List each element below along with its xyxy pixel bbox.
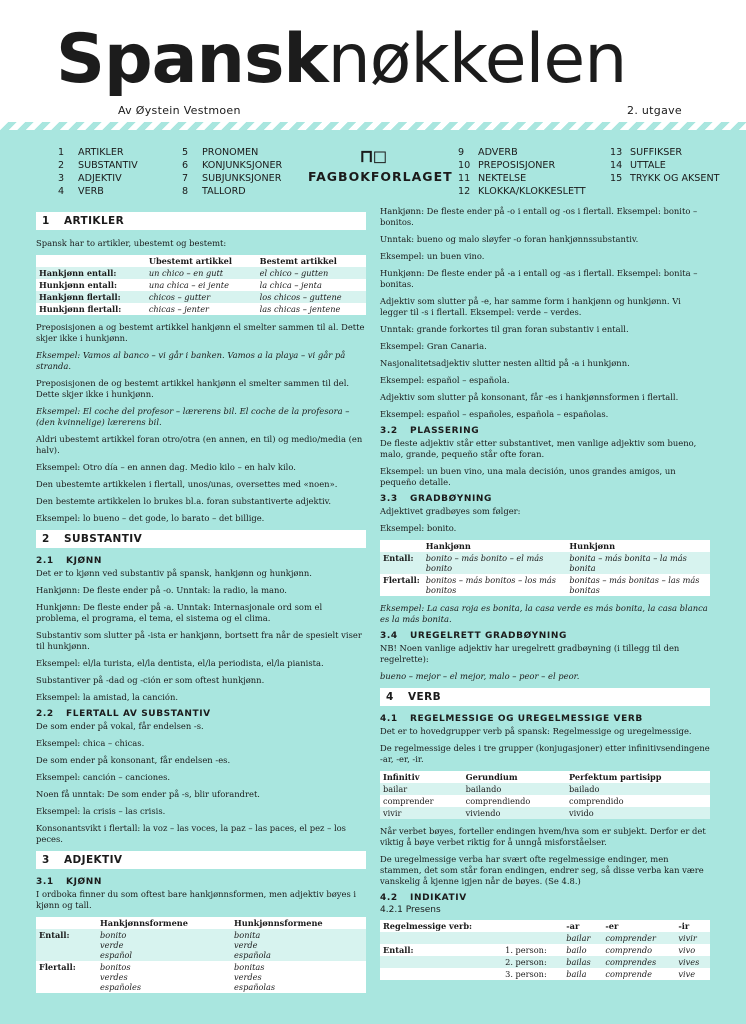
table-cell: bailando <box>463 783 566 795</box>
right-column <box>380 206 710 987</box>
paragraph: Eksempel: la crisis – las crisis. <box>36 806 166 816</box>
toc-label: PREPOSISJONER <box>478 160 556 171</box>
table-cell: Hankjønn flertall: <box>36 291 146 303</box>
paragraph: Nasjonalitetsadjektiv slutter nesten alltid på -a i hunkjønn. <box>380 358 630 368</box>
table-cell: vivir <box>675 932 710 944</box>
table-row <box>380 807 710 819</box>
paragraph: De uregelmessige verba har svært ofte regelmessige endinger, men stammen, det som står foran endingen, endrer seg, så disse verba kan være vanskelig å kjenne igjen når de bøyes. (Se 4.8.) <box>380 854 704 886</box>
table-cell: bonita – más bonita – la más bonita <box>566 552 710 574</box>
table-header-cell <box>36 255 146 267</box>
paragraph: NB! Noen vanlige adjektiv har uregelrett gradbøyning (i tillegg til den regelrette): <box>380 643 680 664</box>
table-cell <box>502 932 563 944</box>
paragraph: Eksempel: Vamos al banco – vi går i banken. Vamos a la playa – vi går på stranda. <box>36 350 346 371</box>
table-row <box>380 968 710 980</box>
table-cell: bailado <box>566 783 710 795</box>
paragraph: Unntak: bueno og malo sløyfer -o foran hankjønnssubstantiv. <box>380 234 639 244</box>
infinitive-table <box>380 771 710 819</box>
table-row <box>36 961 366 993</box>
table-cell: vive <box>675 968 710 980</box>
table-header-cell: Regelmessige verb: <box>380 920 502 932</box>
table-row <box>380 783 710 795</box>
table-cell: Entall: <box>36 929 97 961</box>
toc-number: 9 <box>458 147 465 158</box>
toc-number: 8 <box>182 186 189 197</box>
table-header-row <box>36 255 366 267</box>
toc-number: 3 <box>58 173 65 184</box>
paragraph: Den ubestemte artikkelen i flertall, unos/unas, oversettes med «noen». <box>36 479 338 489</box>
table-cell: viviendo <box>463 807 566 819</box>
toc-item <box>58 172 138 185</box>
table-row <box>380 956 710 968</box>
subsection-heading: 3.2 PLASSERING <box>380 426 480 436</box>
paragraph: Eksempel: La casa roja es bonita, la casa verde es más bonita, la casa blanca es la más bonita. <box>380 603 708 624</box>
table-cell <box>380 956 502 968</box>
paragraph: Eksempel: un buen vino, una mala decisión, unos grandes amigos, un pequeño detalle. <box>380 466 676 487</box>
toc-number: 1 <box>58 147 65 158</box>
toc-label: SUBJUNKSJONER <box>202 173 282 184</box>
table-row <box>380 552 710 574</box>
toc-item <box>458 159 586 172</box>
table-cell: bonito – más bonito – el más bonito <box>423 552 567 574</box>
toc-number: 13 <box>610 147 623 158</box>
paragraph: Når verbet bøyes, forteller endingen hvem/hva som er subjekt. Derfor er det viktig å bøye verbet riktig for å unngå misforståelser. <box>380 826 706 847</box>
toc-col-3 <box>458 146 586 198</box>
toc-number: 14 <box>610 160 623 171</box>
publisher-logo <box>308 146 453 184</box>
table-header-cell: Infinitiv <box>380 771 463 783</box>
adjective-table <box>36 917 366 993</box>
toc-item <box>182 159 282 172</box>
table-cell: el chico – gutten <box>257 267 366 279</box>
subsection-heading: 2.1 KJØNN <box>36 556 103 566</box>
toc-col-2 <box>182 146 282 198</box>
table-cell: bailas <box>563 956 602 968</box>
subsection-heading: 3.4 UREGELRETT GRADBØYNING <box>380 631 567 641</box>
table-row <box>36 291 366 303</box>
table-header-cell: Gerundium <box>463 771 566 783</box>
paragraph: Adjektivet gradbøyes som følger: <box>380 506 521 516</box>
table-cell: bailar <box>380 783 463 795</box>
toc-label: PRONOMEN <box>202 147 259 158</box>
table-row <box>380 795 710 807</box>
subsection-heading: 3.1 KJØNN <box>36 877 103 887</box>
table-cell: la chica – jenta <box>257 279 366 291</box>
table-row <box>380 932 710 944</box>
toc-label: VERB <box>78 186 104 197</box>
table-header-cell: -er <box>602 920 675 932</box>
table-cell: chicos – gutter <box>146 291 257 303</box>
table-cell: vives <box>675 956 710 968</box>
toc-label: SUFFIKSER <box>630 147 683 158</box>
subsection-heading: 3.3 GRADBØYNING <box>380 494 493 504</box>
table-cell: bonitas – más bonitas – las más bonitas <box>566 574 710 596</box>
table-row <box>36 929 366 961</box>
toc-label: ADVERB <box>478 147 518 158</box>
page-header <box>0 0 746 124</box>
table-cell: baila <box>563 968 602 980</box>
table-cell: vivo <box>675 944 710 956</box>
table-cell: bonitos – más bonitos – los más bonitos <box>423 574 567 596</box>
paragraph: Hankjønn: De fleste ender på -o. Unntak: la radio, la mano. <box>36 585 287 595</box>
toc-label: NEKTELSE <box>478 173 527 184</box>
toc-number: 4 <box>58 186 65 197</box>
paragraph: Eksempel: español – española. <box>380 375 510 385</box>
paragraph: De fleste adjektiv står etter substantivet, men vanlige adjektiv som bueno, malo, grande, pequeño står ofte foran. <box>380 438 697 459</box>
toc-number: 15 <box>610 173 623 184</box>
subsection-heading: 2.2 FLERTALL AV SUBSTANTIV <box>36 709 211 719</box>
paragraph: Adjektiv som slutter på konsonant, får -es i hankjønnsformen i flertall. <box>380 392 679 402</box>
toc-item <box>182 146 282 159</box>
paragraph: Eksempel: El coche del profesor – lærerens bil. El coche de la profesora – (den kvinnelige) lærerens bil. <box>36 406 350 427</box>
toc-item <box>182 172 282 185</box>
table-cell: comprender <box>602 932 675 944</box>
paragraph: Den bestemte artikkelen lo brukes bl.a. foran substantiverte adjektiv. <box>36 496 332 506</box>
title-bold: Spansk <box>56 20 328 99</box>
toc-label: TALLORD <box>202 186 246 197</box>
table-header-cell: Perfektum partisipp <box>566 771 710 783</box>
toc-number: 5 <box>182 147 189 158</box>
paragraph: De regelmessige deles i tre grupper (konjugasjoner) etter infinitivsendingene -ar, -er, -ir. <box>380 743 710 764</box>
table-cell <box>380 968 502 980</box>
header-stripe <box>0 122 746 130</box>
table-cell: 2. person: <box>502 956 563 968</box>
toc-item <box>610 172 719 185</box>
toc-item <box>458 185 586 198</box>
table-header-cell <box>502 920 563 932</box>
paragraph: Eksempel: canción – canciones. <box>36 772 171 782</box>
toc-label: UTTALE <box>630 160 666 171</box>
author: Av Øystein Vestmoen <box>118 104 241 117</box>
table-cell: Entall: <box>380 944 502 956</box>
table-row <box>380 574 710 596</box>
paragraph: Adjektiv som slutter på -e, har samme form i hankjønn og hunkjønn. Vi legger til -s i flertall. Eksempel: verde – verdes. <box>380 296 681 317</box>
subsection-heading: 4.1 REGELMESSIGE OG UREGELMESSIGE VERB <box>380 714 643 724</box>
table-cell: bonitas verdes españolas <box>231 961 366 993</box>
paragraph: Eksempel: español – españoles, española – españolas. <box>380 409 609 419</box>
paragraph: Noen få unntak: De som ender på -s, blir uforandret. <box>36 789 260 799</box>
table-header-cell: Ubestemt artikkel <box>146 255 257 267</box>
table-cell: bailo <box>563 944 602 956</box>
table-cell: Entall: <box>380 552 423 574</box>
table-cell: 3. person: <box>502 968 563 980</box>
title-light: nøkkelen <box>327 20 627 99</box>
paragraph: Preposisjonen de og bestemt artikkel hankjønn el smelter sammen til del. Dette skjer ikke i hunkjønn. <box>36 378 350 399</box>
table-cell: comprender <box>380 795 463 807</box>
paragraph: Det er to hovedgrupper verb på spansk: Regelmessige og uregelmessige. <box>380 726 692 736</box>
paragraph: Eksempel: chica – chicas. <box>36 738 145 748</box>
table-header-row <box>380 771 710 783</box>
table-cell: bonita verde española <box>231 929 366 961</box>
toc-number: 11 <box>458 173 471 184</box>
toc-number: 10 <box>458 160 471 171</box>
paragraph: Unntak: grande forkortes til gran foran substantiv i entall. <box>380 324 629 334</box>
toc-item <box>610 146 719 159</box>
table-cell: Hunkjønn entall: <box>36 279 146 291</box>
paragraph: Eksempel: lo bueno – det gode, lo barato – det billige. <box>36 513 265 523</box>
table-header-cell: Hunkjønn <box>566 540 710 552</box>
table-cell: chicas – jenter <box>146 303 257 315</box>
table-header-cell: Hunkjønnsformene <box>231 917 366 929</box>
comparison-table <box>380 540 710 596</box>
table-cell: bailar <box>563 932 602 944</box>
table-cell: comprendes <box>602 956 675 968</box>
paragraph: Hunkjønn: De fleste ender på -a i entall og -as i flertall. Eksempel: bonita – bonitas. <box>380 268 698 289</box>
table-row <box>36 303 366 315</box>
table-cell: comprende <box>602 968 675 980</box>
table-cell: 1. person: <box>502 944 563 956</box>
page-title <box>56 20 626 100</box>
table-cell: los chicos – guttene <box>257 291 366 303</box>
subsection-heading: 4.2 INDIKATIV <box>380 893 467 903</box>
toc-label: ADJEKTIV <box>78 173 122 184</box>
table-header-cell: Bestemt artikkel <box>257 255 366 267</box>
paragraph: De som ender på konsonant, får endelsen -es. <box>36 755 231 765</box>
paragraph: Aldri ubestemt artikkel foran otro/otra (en annen, en til) og medio/media (en halv). <box>36 434 363 455</box>
table-header-row <box>36 917 366 929</box>
table-cell: Hankjønn entall: <box>36 267 146 279</box>
article-table <box>36 255 366 315</box>
table-cell: bonitos verdes españoles <box>97 961 231 993</box>
paragraph: bueno – mejor – el mejor, malo – peor – el peor. <box>380 671 580 681</box>
paragraph: Preposisjonen a og bestemt artikkel hankjønn el smelter sammen til al. Dette skjer ikke i hunkjønn. <box>36 322 365 343</box>
toc-label: SUBSTANTIV <box>78 160 138 171</box>
table-row <box>380 944 710 956</box>
toc-label: KLOKKA/KLOKKESLETT <box>478 186 586 197</box>
toc-col-4 <box>610 146 719 185</box>
edition: 2. utgave <box>627 104 682 117</box>
section-heading: 1 ARTIKLER <box>36 212 366 230</box>
table-header-row <box>380 920 710 932</box>
table-cell: un chico – en gutt <box>146 267 257 279</box>
table-cell: Flertall: <box>380 574 423 596</box>
present-tense-table <box>380 920 710 980</box>
paragraph: Eksempel: bonito. <box>380 523 457 533</box>
table-cell: bonito verde español <box>97 929 231 961</box>
table-header-cell: Hankjønnsformene <box>97 917 231 929</box>
subsubsection-heading: 4.2.1 Presens <box>380 905 441 915</box>
table-cell: comprendiendo <box>463 795 566 807</box>
table-cell: Flertall: <box>36 961 97 993</box>
toc-item <box>58 146 138 159</box>
toc-item <box>458 146 586 159</box>
publisher-name: FAGBOKFORLAGET <box>308 169 453 184</box>
table-cell <box>380 932 502 944</box>
paragraph: Eksempel: la amistad, la canción. <box>36 692 179 702</box>
paragraph: I ordboka finner du som oftest bare hankjønnsformen, men adjektiv bøyes i kjønn og tall. <box>36 889 357 910</box>
toc-item <box>182 185 282 198</box>
table-header-cell: -ar <box>563 920 602 932</box>
toc-item <box>58 159 138 172</box>
toc-number: 2 <box>58 160 65 171</box>
table-cell: Hunkjønn flertall: <box>36 303 146 315</box>
paragraph: Konsonantsvikt i flertall: la voz – las voces, la paz – las paces, el pez – los peces. <box>36 823 346 844</box>
table-cell: comprendido <box>566 795 710 807</box>
paragraph: Eksempel: el/la turista, el/la dentista, el/la periodista, el/la pianista. <box>36 658 324 668</box>
table-cell: las chicas – jentene <box>257 303 366 315</box>
table-row <box>36 279 366 291</box>
section-heading: 2 SUBSTANTIV <box>36 530 366 548</box>
paragraph: Spansk har to artikler, ubestemt og bestemt: <box>36 238 227 248</box>
table-cell: comprendo <box>602 944 675 956</box>
toc-col-1 <box>58 146 138 198</box>
paragraph: Eksempel: Gran Canaria. <box>380 341 487 351</box>
paragraph: Eksempel: un buen vino. <box>380 251 485 261</box>
toc-item <box>610 159 719 172</box>
section-heading: 4 VERB <box>380 688 710 706</box>
table-header-cell: Hankjønn <box>423 540 567 552</box>
section-heading: 3 ADJEKTIV <box>36 851 366 869</box>
table-header-cell <box>36 917 97 929</box>
toc-number: 6 <box>182 160 189 171</box>
left-column <box>36 208 366 1000</box>
table-cell: vivir <box>380 807 463 819</box>
table-cell: una chica – ei jente <box>146 279 257 291</box>
paragraph: De som ender på vokal, får endelsen -s. <box>36 721 204 731</box>
paragraph: Substantiver på -dad og -ción er som oftest hunkjønn. <box>36 675 265 685</box>
table-cell: vivido <box>566 807 710 819</box>
logo-icon: ⊓◻ <box>359 146 387 167</box>
toc-number: 7 <box>182 173 189 184</box>
paragraph: Hankjønn: De fleste ender på -o i entall og -os i flertall. Eksempel: bonito – bonitos. <box>380 206 698 227</box>
table-row <box>36 267 366 279</box>
table-header-cell: -ir <box>675 920 710 932</box>
paragraph: Det er to kjønn ved substantiv på spansk, hankjønn og hunkjønn. <box>36 568 312 578</box>
paragraph: Eksempel: Otro día – en annen dag. Medio kilo – en halv kilo. <box>36 462 296 472</box>
paragraph: Substantiv som slutter på -ista er hankjønn, bortsett fra når de spesielt viser til hunkjønn. <box>36 630 362 651</box>
paragraph: Hunkjønn: De fleste ender på -a. Unntak: Internasjonale ord som el problema, el programa, el tema, el sistema og el clima. <box>36 602 323 623</box>
toc-item <box>58 185 138 198</box>
toc-label: KONJUNKSJONER <box>202 160 283 171</box>
toc-label: TRYKK OG AKSENT <box>630 173 720 184</box>
toc-item <box>458 172 586 185</box>
toc-label: ARTIKLER <box>78 147 124 158</box>
table-header-row <box>380 540 710 552</box>
table-header-cell <box>380 540 423 552</box>
toc-number: 12 <box>458 186 471 197</box>
